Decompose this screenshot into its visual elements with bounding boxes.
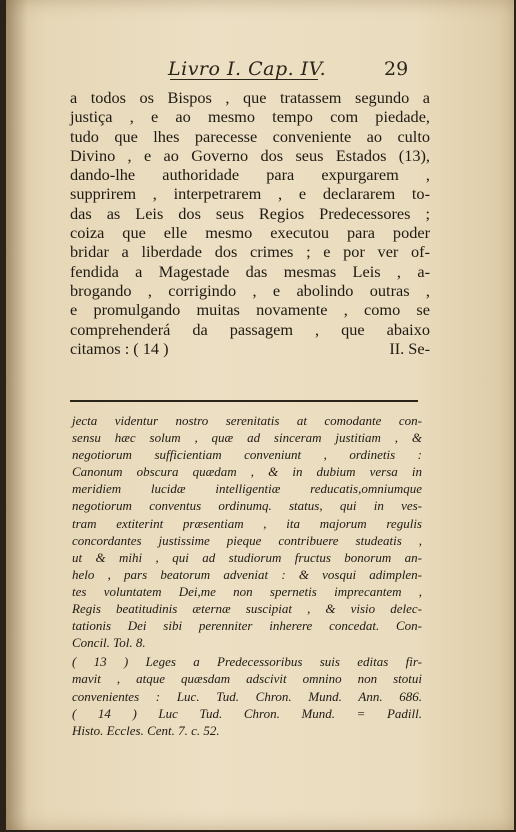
body-line: e promulgando muitas novamente , como se xyxy=(70,300,430,320)
body-line: comprehenderá da passagem , que abaixo xyxy=(70,319,430,339)
footnote-line: ut & mihi , qui ad studiorum fructus bonorum an- xyxy=(72,549,422,565)
body-line: Divino , e ao Governo dos seus Estados (13), xyxy=(70,145,430,165)
footnote-line: tes voluntatem Dei,me non spernetis imprecantem , xyxy=(72,583,422,599)
running-title: Livro I. Cap. IV. xyxy=(168,58,327,80)
body-last-line-text: citamos : ( 14 ) xyxy=(70,338,169,358)
body-line: das as Leis dos seus Regios Predecessores ; xyxy=(70,203,430,223)
footnote-line: tram extiterint præsentiam , ita majorum regulis xyxy=(72,515,422,531)
body-line: dando-lhe authoridade para expurgarem , xyxy=(70,165,430,185)
footnote-line: negotiorum sufficientiam conveniunt , ordinetis : xyxy=(72,447,422,463)
body-line: brogando , corrigindo , e abolindo outras , xyxy=(70,280,430,300)
body-last-line xyxy=(70,339,430,358)
footnotes xyxy=(72,412,422,739)
footnote-line: concordantes justissime pieque contribuere studeatis , xyxy=(72,532,422,548)
catchword: II. Se- xyxy=(389,338,430,358)
book-page xyxy=(6,0,514,830)
note-13-line: mavit , atque quæsdam adscivit omnino non stotui xyxy=(72,671,422,687)
footnote-line: helo , pars beatorum adveniat : & vosqui adimplen- xyxy=(72,566,422,582)
footnote-line: tationis Dei sibi perenniter inherere concedat. Con- xyxy=(72,618,422,634)
page-number: 29 xyxy=(384,58,409,80)
footnote-line: jecta videntur nostro serenitatis at comodante con- xyxy=(72,413,422,428)
footnote-line: negotiorum conventus ordinumq. status, qui in ves- xyxy=(72,498,422,514)
running-head xyxy=(168,58,326,80)
footnote-line: meridiem lucidæ intelligentiæ reducatis,omniumque xyxy=(72,481,422,497)
body-line: coiza que elle mesmo executou para poder xyxy=(70,223,430,243)
body-line: bridar a liberdade dos crimes ; e por ver of- xyxy=(70,242,430,262)
running-head-rule xyxy=(170,79,318,80)
footnote-line: Canonum obscura quædam , & in dubium versa in xyxy=(72,464,422,480)
body-text xyxy=(70,88,430,358)
body-line: tudo que lhes parecesse conveniente ao culto xyxy=(70,126,430,146)
spine-shadow xyxy=(6,0,28,830)
note-14-line: ( 14 ) Luc Tud. Chron. Mund. = Padill. xyxy=(72,705,422,721)
footnote-line: Concil. Tol. 8. xyxy=(72,635,146,651)
footnote-line: sensu hæc solum , quæ ad sinceram justitiam , & xyxy=(72,430,422,446)
body-line: fendida a Magestade das mesmas Leis , a- xyxy=(70,261,430,281)
body-line: a todos os Bispos , que tratassem segundo a xyxy=(70,88,430,107)
footnote-separator xyxy=(70,400,418,402)
body-line: justiça , e ao mesmo tempo com piedade, xyxy=(70,107,430,127)
note-14-line: Histo. Eccles. Cent. 7. c. 52. xyxy=(72,722,220,738)
footnote-line: Regis beatitudinis æternæ suscipiat , & visio delec- xyxy=(72,601,422,617)
note-13-line: convenientes : Luc. Tud. Chron. Mund. Ann. 686. xyxy=(72,688,422,704)
body-line: supprirem , interpetrarem , e declararem to- xyxy=(70,184,430,204)
note-13-line: ( 13 ) Leges a Predecessoribus suis editas fir- xyxy=(72,654,422,670)
